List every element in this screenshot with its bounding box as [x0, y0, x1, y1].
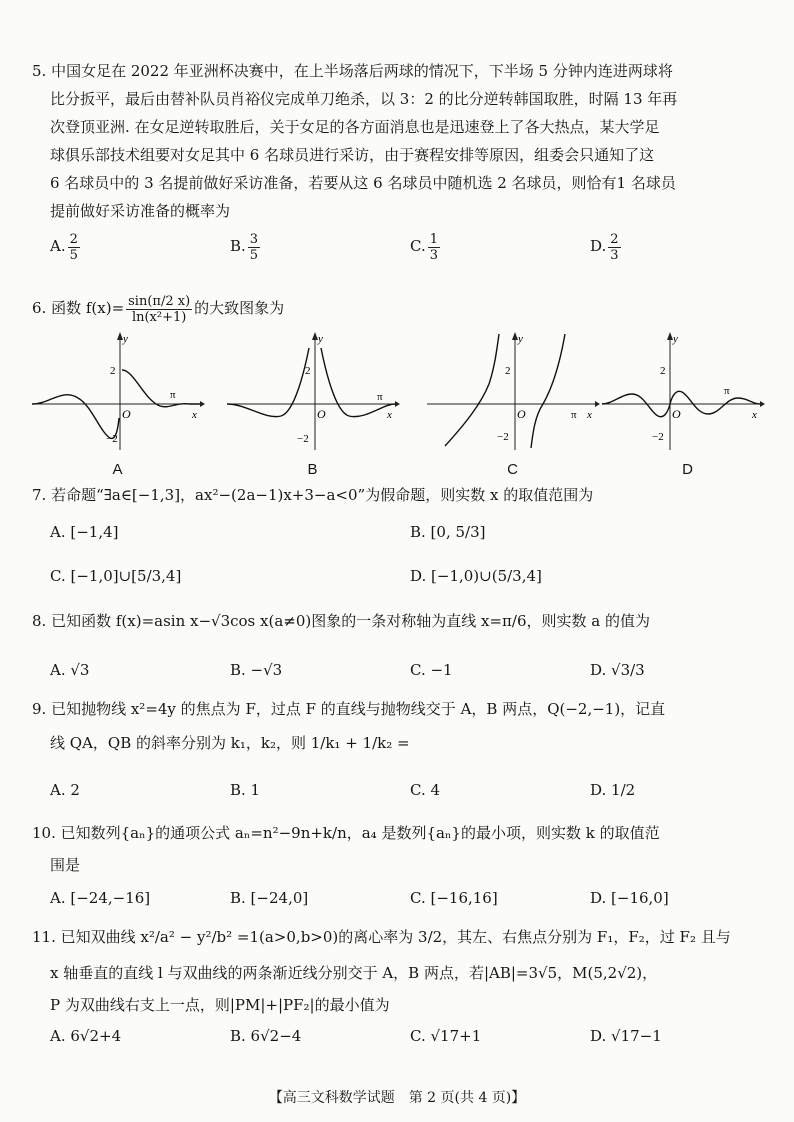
- curve-left: [445, 334, 499, 446]
- q7-options-row-2: [50, 558, 772, 594]
- q10-option-c: C. [−16,16]: [410, 889, 498, 907]
- origin: O: [672, 407, 681, 421]
- curve-right: [122, 370, 200, 407]
- curve-right: [321, 348, 395, 417]
- graph-d-svg: [600, 328, 775, 456]
- q11-option-b: B. 6√2−4: [230, 1027, 302, 1045]
- page-footer: 【高三文科数学试题 第 2 页(共 4 页)】: [268, 1090, 526, 1106]
- q11-line-3: P 为双曲线右支上一点，则|PM|+|PF₂|的最小值为: [50, 996, 390, 1014]
- q11-option-d: D. √17−1: [590, 1027, 662, 1045]
- q5-line-1: 5. 中国女足在 2022 年亚洲杯决赛中，在上半场落后两球的情况下，下半场 5 分钟内连进两球将: [32, 62, 673, 80]
- tick-m2: −2: [652, 431, 664, 443]
- x-label: x: [387, 409, 392, 421]
- q9-option-a: A. 2: [50, 781, 80, 799]
- q8-options: [50, 652, 772, 688]
- graph-a-svg: [30, 328, 205, 456]
- q5-line-2: 比分扳平，最后由替补队员肖裕仪完成单刀绝杀，以 3：2 的比分逆转韩国取胜，时隔 13 年再: [50, 90, 678, 108]
- q6-graph-options: [30, 328, 770, 478]
- q5-line-6: 提前做好采访准备的概率为: [50, 202, 231, 220]
- tick-2: 2: [505, 365, 511, 377]
- tick-m2: −2: [297, 433, 309, 445]
- q8-option-d: D. √3/3: [590, 661, 645, 679]
- q9-option-c: C. 4: [410, 781, 441, 799]
- q5-option-b: B. $\frac{3}{5}$: [230, 231, 259, 263]
- x-axis-arrow: [395, 401, 400, 407]
- x-label: x: [192, 409, 197, 421]
- q7-stem: 7. 若命题“∃a∈[−1,3]，ax²−(2a−1)x+3−a<0”为假命题，则实数 x 的取值范围为: [32, 486, 594, 504]
- tick-2: 2: [110, 365, 116, 377]
- q10-options: [50, 880, 772, 916]
- q7-option-a: A. [−1,4]: [50, 523, 119, 541]
- graph-d: [600, 328, 775, 478]
- q11-options: [50, 1018, 772, 1054]
- q9-option-d: D. 1/2: [590, 781, 636, 799]
- graph-b-label: B: [307, 461, 318, 478]
- y-label: y: [318, 333, 323, 345]
- q5-option-a: A. $\frac{2}{5}$: [50, 231, 78, 263]
- graph-a: [30, 328, 205, 478]
- tick-2: 2: [305, 365, 311, 377]
- origin: O: [517, 407, 526, 421]
- q5-line-4: 球俱乐部技术组要对女足其中 6 名球员进行采访，由于赛程安排等原因，组委会只通知了这: [50, 146, 655, 164]
- tick-pi: π: [571, 409, 577, 421]
- q11-option-c: C. √17+1: [410, 1027, 482, 1045]
- graph-b: [225, 328, 400, 478]
- x-axis-arrow: [200, 401, 205, 407]
- y-label: y: [673, 333, 678, 345]
- q9-options: [50, 772, 772, 808]
- tick-m2: −2: [106, 433, 118, 445]
- q8-option-c: C. −1: [410, 661, 453, 679]
- graph-c-label: C: [507, 461, 518, 478]
- tick-pi: π: [377, 391, 383, 403]
- origin: O: [122, 407, 131, 421]
- q7-option-c: C. [−1,0]∪[5/3,4]: [50, 567, 182, 585]
- q9-option-b: B. 1: [230, 781, 261, 799]
- q10-line-2: 围是: [50, 856, 81, 874]
- q7-option-b: B. [0, 5/3]: [410, 523, 486, 541]
- q9-line-2: 线 QA，QB 的斜率分别为 k₁，k₂，则 1/k₁ + 1/k₂ =: [50, 734, 410, 752]
- graph-c-svg: [425, 328, 600, 456]
- q5-line-5: 6 名球员中的 3 名提前做好采访准备，若要从这 6 名球员中随机选 2 名球员，则恰有1 名球员: [50, 174, 676, 192]
- q5-line-3: 次登顶亚洲. 在女足逆转取胜后，关于女足的各方面消息也是迅速登上了各大热点，某大学足: [50, 118, 660, 136]
- tick-pi: π: [170, 389, 176, 401]
- curve-right: [531, 334, 565, 448]
- curve-left: [32, 395, 119, 439]
- q6-stem: 6. 函数 f(x)= $\frac{\sin(\pi/2 x)}{\text{ln(x²+1)}}$ 的大致图象为: [32, 293, 285, 325]
- q5-options: [50, 228, 772, 264]
- q10-option-b: B. [−24,0]: [230, 889, 309, 907]
- x-label: x: [587, 409, 592, 421]
- q5-option-d: D. $\frac{2}{3}$: [590, 231, 619, 263]
- q10-line-1: 10. 已知数列{aₙ}的通项公式 aₙ=n²−9n+k/n，a₄ 是数列{aₙ}的最小项，则实数 k 的取值范: [32, 824, 660, 842]
- q7-options-row-1: [50, 514, 772, 550]
- graph-d-label: D: [682, 461, 693, 478]
- y-label: y: [518, 333, 523, 345]
- q8-option-b: B. −√3: [230, 661, 283, 679]
- q7-option-d: D. [−1,0)∪(5/3,4]: [410, 567, 542, 585]
- graph-c: [425, 328, 600, 478]
- x-axis-arrow: [760, 401, 765, 407]
- q8-stem: 8. 已知函数 f(x)=asin x−√3cos x(a≠0)图象的一条对称轴为直线 x=π/6，则实数 a 的值为: [32, 612, 650, 630]
- x-label: x: [752, 409, 757, 421]
- y-label: y: [123, 333, 128, 345]
- q5-option-c: C. $\frac{1}{3}$: [410, 231, 438, 263]
- tick-pi: π: [724, 385, 730, 397]
- q11-option-a: A. 6√2+4: [50, 1027, 122, 1045]
- graph-b-svg: [225, 328, 400, 456]
- tick-m2: −2: [497, 431, 509, 443]
- q11-line-1: 11. 已知双曲线 x²/a² − y²/b² =1(a>0,b>0)的离心率为 3/2，其左、右焦点分别为 F₁，F₂，过 F₂ 且与: [32, 928, 731, 946]
- q9-line-1: 9. 已知抛物线 x²=4y 的焦点为 F，过点 F 的直线与抛物线交于 A，B 两点，Q(−2,−1)，记直: [32, 700, 666, 718]
- q10-option-a: A. [−24,−16]: [50, 889, 151, 907]
- tick-2: 2: [660, 365, 666, 377]
- graph-a-label: A: [112, 461, 123, 478]
- curve-left: [227, 348, 309, 417]
- q11-line-2: x 轴垂直的直线 l 与双曲线的两条渐近线分别交于 A，B 两点，若|AB|=3√5，M(5,2√2)，: [50, 964, 658, 982]
- origin: O: [317, 407, 326, 421]
- q10-option-d: D. [−16,0]: [590, 889, 669, 907]
- q8-option-a: A. √3: [50, 661, 90, 679]
